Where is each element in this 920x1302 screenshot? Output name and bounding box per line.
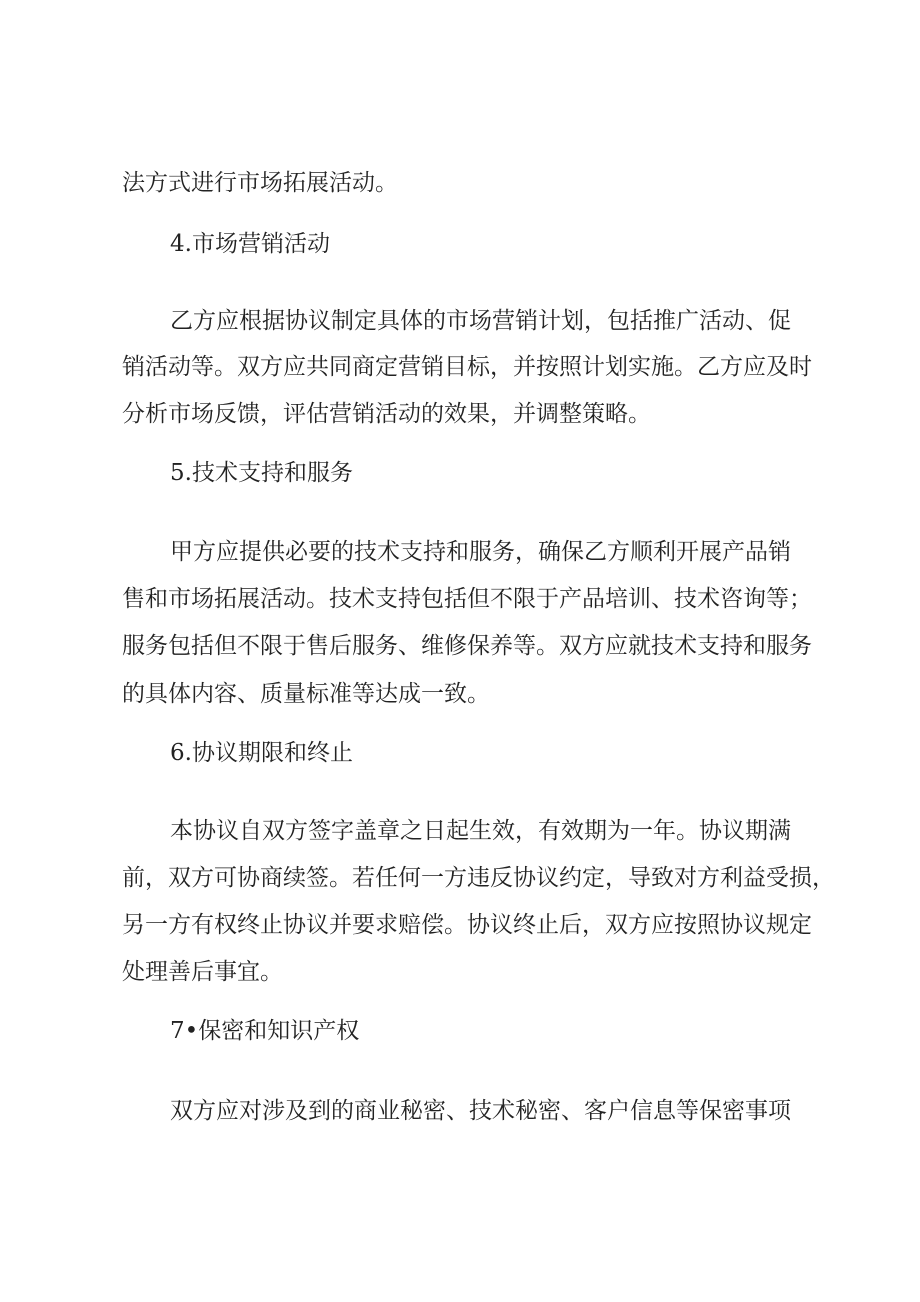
paragraph-line: 的具体内容、质量标准等达成一致。: [122, 681, 490, 707]
paragraph-line: 前，双方可协商续签。若任何一方违反协议约定，导致对方利益受损，: [122, 865, 835, 891]
paragraph-line: 处理善后事宜。: [122, 959, 283, 985]
continuation-line: 法方式进行市场拓展活动。: [122, 170, 398, 196]
paragraph-line: 另一方有权终止协议并要求赔偿。协议终止后，双方应按照协议规定: [122, 912, 812, 938]
paragraph-line: 销活动等。双方应共同商定营销目标，并按照计划实施。乙方应及时: [122, 354, 812, 380]
paragraph-line: 甲方应提供必要的技术支持和服务，确保乙方顺利开展产品销: [170, 539, 791, 565]
paragraph-line: 售和市场拓展活动。技术支持包括但不限于产品培训、技术咨询等；: [122, 586, 812, 612]
section-heading-4: 4.市场营销活动: [170, 231, 330, 257]
paragraph-line: 分析市场反馈，评估营销活动的效果，并调整策略。: [122, 401, 651, 427]
paragraph-line: 本协议自双方签字盖章之日起生效，有效期为一年。协议期满: [170, 818, 791, 844]
section-heading-6: 6.协议期限和终止: [170, 740, 353, 766]
section-heading-7: 7•保密和知识产权: [170, 1018, 360, 1044]
section-heading-5: 5.技术支持和服务: [170, 460, 353, 486]
paragraph-line: 乙方应根据协议制定具体的市场营销计划，包括推广活动、促: [170, 308, 791, 334]
paragraph-line: 服务包括但不限于售后服务、维修保养等。双方应就技术支持和服务: [122, 633, 812, 659]
paragraph-line: 双方应对涉及到的商业秘密、技术秘密、客户信息等保密事项: [170, 1098, 791, 1124]
